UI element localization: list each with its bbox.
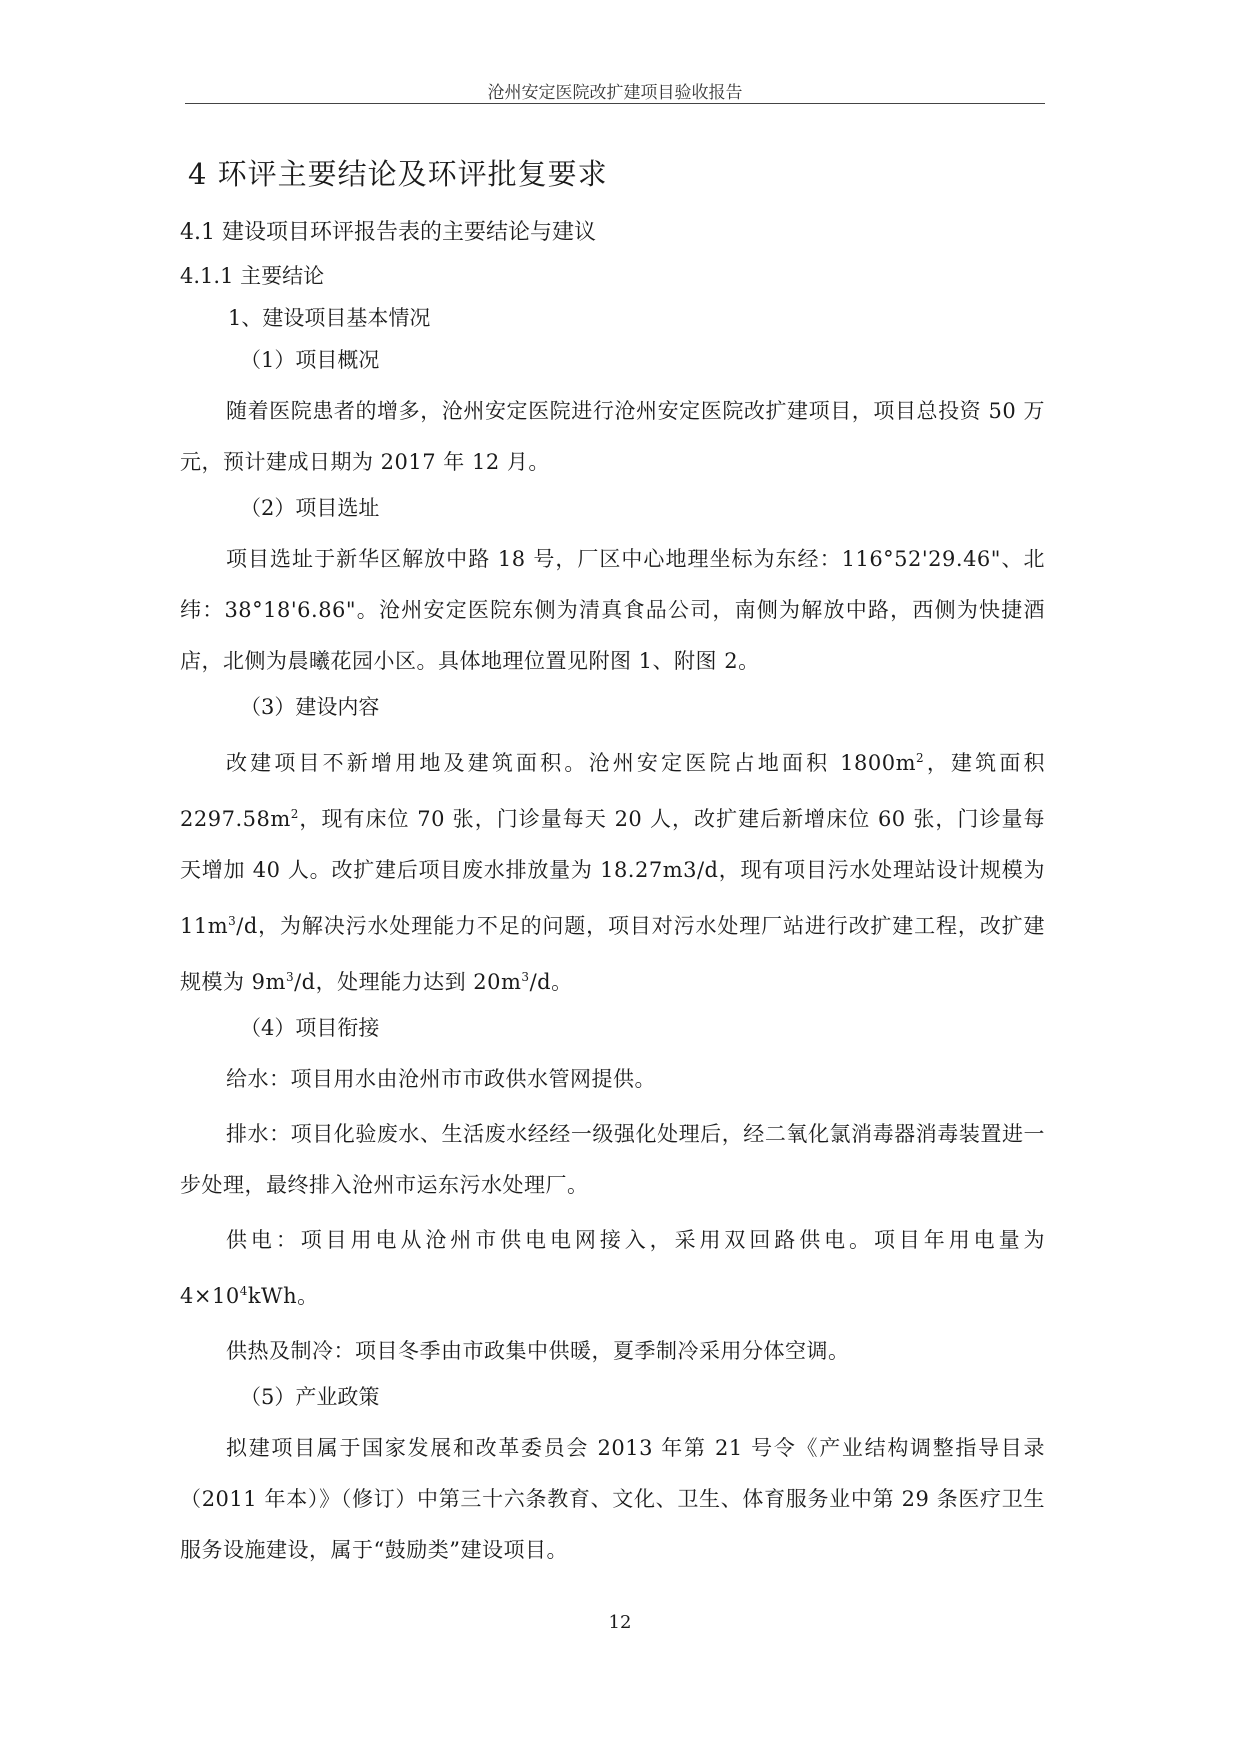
text-run: /d，处理能力达到 20m <box>294 970 522 994</box>
paragraph-heating: 供热及制冷：项目冬季由市政集中供暖，夏季制冷采用分体空调。 <box>226 1339 850 1363</box>
page-number: 12 <box>608 1612 632 1633</box>
running-header: 沧州安定医院改扩建项目验收报告 <box>487 83 743 103</box>
paragraph-policy: 拟建项目属于国家发展和改革委员会 2013 年第 21 号令《产业结构调整指导目录（2011 年本）》（修订）中第三十六条教育、文化、卫生、体育服务业中第 29 条医疗卫生服务设施建设，属于“鼓励类”建设项目。 <box>180 1436 1045 1562</box>
item-title: 1、建设项目基本情况 <box>228 306 431 330</box>
text-run: ，建筑面积 2297.58m <box>180 751 1045 831</box>
paragraph-overview: 随着医院患者的增多，沧州安定医院进行沧州安定医院改扩建项目，项目总投资 50 万元，预计建成日期为 2017 年 12 月。 <box>180 399 1045 474</box>
subheading-policy: （5）产业政策 <box>240 1385 380 1409</box>
superscript: 4 <box>239 1284 248 1298</box>
paragraph-drainage: 排水：项目化验废水、生活废水经经一级强化处理后，经二氧化氯消毒器消毒装置进一步处理，最终排入沧州市运东污水处理厂。 <box>180 1122 1045 1197</box>
subsection-title: 4.1.1 主要结论 <box>180 264 325 288</box>
paragraph-site: 项目选址于新华区解放中路 18 号，厂区中心地理坐标为东经：116°52'29.46"、北纬：38°18'6.86"。沧州安定医院东侧为清真食品公司，南侧为解放中路，西侧为快捷酒店，北侧为晨曦花园小区。具体地理位置见附图 1、附图 2。 <box>180 547 1045 673</box>
text-run: /d。 <box>529 970 573 994</box>
subheading-site: （2）项目选址 <box>240 496 380 520</box>
header-rule <box>185 103 1045 104</box>
subheading-construction: （3）建设内容 <box>240 695 380 719</box>
superscript: 2 <box>290 807 299 821</box>
subheading-utilities: （4）项目衔接 <box>240 1016 380 1040</box>
text-run: kWh。 <box>247 1284 319 1308</box>
text-run: 改建项目不新增用地及建筑面积。沧州安定医院占地面积 1800m <box>226 751 916 775</box>
section-title: 4.1 建设项目环评报告表的主要结论与建议 <box>180 220 596 245</box>
subheading-overview: （1）项目概况 <box>240 348 380 372</box>
text-run: /d，为解决污水处理能力不足的问题，项目对污水处理厂站进行改扩建工程，改扩建规模为 9m <box>180 914 1045 994</box>
superscript: 2 <box>916 751 925 765</box>
superscript: 3 <box>285 970 295 984</box>
page-content <box>180 140 1045 1580</box>
superscript: 3 <box>521 970 530 984</box>
paragraph-construction <box>180 733 1045 1008</box>
paragraph-water-supply: 给水：项目用水由沧州市市政供水管网提供。 <box>226 1067 656 1091</box>
text-run: ，现有床位 70 张，门诊量每天 20 人，改扩建后新增床位 60 张，门诊量每天增加 40 人。改扩建后项目废水排放量为 18.27m3/d，现有项目污水处理站设计规模为 11m <box>180 807 1045 938</box>
superscript: 3 <box>228 914 237 928</box>
text-run: 供电：项目用电从沧州市供电电网接入，采用双回路供电。项目年用电量为 4×10 <box>180 1228 1045 1308</box>
chapter-title: 4 环评主要结论及环评批复要求 <box>188 157 608 191</box>
paragraph-power <box>180 1215 1045 1322</box>
